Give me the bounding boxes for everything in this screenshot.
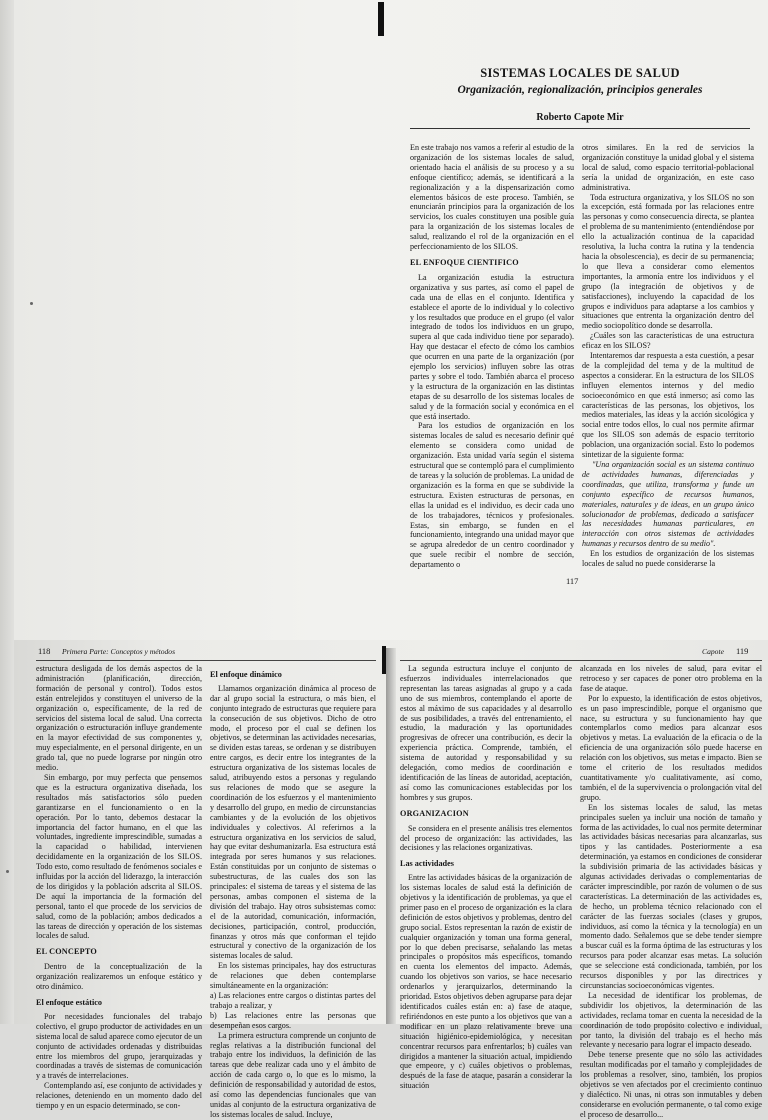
paragraph: Se considera en el presente análisis tres elementos del proceso de organización: las actividades, las decisiones y las relaciones organizativas. [400, 823, 572, 853]
section-heading: EL ENFOQUE CIENTIFICO [410, 257, 519, 267]
running-head-118: Primera Parte: Conceptos y métodos [62, 647, 176, 656]
section-heading: ORGANIZACION [400, 808, 469, 818]
scan-speck [30, 302, 33, 305]
paragraph: En los sistemas locales de salud, las metas principales suelen ya incluir una noción de tamaño y forma de las actividades, lo cual nos permite determinar las actividades básicas necesarias para alcanzarlas, sus tipos y las cantidades. Posteriormente a esa determinación, ya estamos en condiciones de considerar la subdivisión primaria de las actividades básicas y algunas actividades derivadas o complementarias de carácter imprescindible, por razón de volumen o de sus características. La determinación de las actividades es, de hecho, un problema técnico relacionado con el carácter de las fuerzas sociales (clases y grupos, individuos, así como la técnica y la tecnología) en un momento dado. Señalemos que se debe tender siempre a buscar cuál es la forma óptima de las estructuras y los recursos para poder alcanzar esas metas. La solución que se seleccione está condicionada, también, por los recursos disponibles y por las directrices y circunstancias socioeconómicas vigentes. [580, 802, 762, 990]
page-number-117: 117 [566, 576, 579, 586]
paragraph: Llamamos organización dinámica al proceso de dar al grupo social la estructura, o más bien, el conjunto integrado de estructuras que requiere para la consecución de sus objetivos. Dicho de otro modo, el proceso por el cual se definen los objetivos, se determinan las actividades necesarias, se dividen estas tareas, se ordenan y se distribuyen entre cargos, es decir entre los integrantes de la estructura organizativa de los sistemas locales de salud, atribuyendo estos a personas y regulando sus relaciones de modo que se asegure la coordinación de los esfuerzos y el mantenimiento y desarrollo del grupo, en medio de circunstancias cambiantes y de la evolución de los objetivos individuales y colectivos. Al referirnos a la estructura organizativa en los servicios de salud, hay que evitar deshumanizarla. Esa estructura está integrada por seres humanos y sus relaciones. Están constituidas por un conjunto de sistemas o subestructuras, de las cuales dos son las principales: el sistema de tareas y el sistema de las personas, ambas componen el sistema de la división del trabajo. Hay otros subsistemas como: el de la autoridad, comunicación, información, decisiones, participación, control, producción, finanzas y otros más que conforman el tejido estructural y conectivo de la organización de los sistemas locales de salud. [210, 683, 376, 961]
paragraph: La primera estructura comprende un conjunto de reglas relativas a la distribución funcional del trabajo entre los individuos, la definición de las tareas que debe realizar cada uno y el ámbito de acción de cada cargo o, lo que es lo mismo, la definición de responsabilidad y autoridad de estos, así como las dependencias funcionales que van unidas al conjunto de la estructura organizativa de los sistemas locales de salud. Incluye, [210, 1030, 376, 1119]
paragraph: Debe tenerse presente que no sólo las actividades resultan modificadas por el tamaño y complejidades de los problemas a resolver, sino, también, los propios objetivos se ven afectados por el crecimiento continuo y dialéctico. Ni unas, ni otras son inmutables y deben considerarse en evolución permanente, o tal como exige el proceso de desarrollo... [580, 1050, 762, 1119]
article-subtitle: Organización, regionalización, principios generales [457, 84, 703, 96]
page-117-right-column [582, 143, 754, 571]
article-title-block [410, 66, 750, 123]
running-rule-118 [36, 660, 376, 661]
subsection-heading: El enfoque estático [36, 998, 102, 1007]
paragraph: En los sistemas principales, hay dos estructuras de relaciones que deben contemplarse simultáneamente en la organización: [210, 961, 376, 991]
block-quote: "Una organización social es un sistema continuo de actividades humanas, diferenciadas y coordinadas, que utiliza, transforma y funde un conjunto específico de recursos humanos, materiales, naturales y de ideas, en un grupo único solucionador de problemas, dedicado a satisfacer las necesidades humanas particulares, en interacción con otros sistemas de actividades humanas y recursos dentro de su medio". [582, 460, 754, 549]
paragraph: b) Las relaciones entre las personas que desempeñan esos cargos. [210, 1010, 376, 1030]
paragraph: Toda estructura organizativa, y los SILOS no son la excepción, está formada por las relaciones entre las personas y como consecuencia directa, se plantea el problema de su mantenimiento (entendiéndose por ello la actualización continua de la capacidad resolutiva, la lucha contra la rutina y la tendencia hacia la obsolescencia), es decir de su permanencia; lo que lleva a considerar como elementos importantes, la armonía entre los individuos y el grupo (la integración de objetivos y de satisfacciones), incluyendo la capacidad de los grupos e individuos para adaptarse a los cambios y situaciones que entrenta la organización dentro del medio sociopolítico donde se desarrolla. [582, 192, 754, 331]
page-119-right-column [580, 664, 762, 1119]
article-author: Roberto Capote Mir [536, 112, 624, 123]
paragraph: En los estudios de organización de los sistemas locales de salud no puede considerarse la [582, 549, 754, 569]
page-118-left-column [36, 664, 202, 1111]
paragraph: La segunda estructura incluye el conjunto de esfuerzos individuales interrelacionados que representan las tareas asignadas al grupo y a cada uno de sus miembros, contemplando el aporte de estos al máximo de sus capacidades y al desarrollo de sus posibilidades, a través del entrenamiento, el estudio, la maduración y las oportunidades progresivas de ofrecer una contribución, es decir la experiencia práctica. Comprende, también, el sistema de autoridad y responsabilidad y su delegación, como medios de coordinación e identificación de las líneas de autoridad, aceptación, así como las comunicaciones establecidas por los hombres y sus grupos. [400, 664, 572, 802]
subsection-heading: El enfoque dinámico [210, 670, 282, 679]
title-rule [410, 128, 750, 129]
paragraph: La necesidad de identificar los problemas, de subdividir los objetivos, la determinación de las actividades, reclama tomar en cuenta la necesidad de la coordinación de todo propósito colectivo e individual, por tanto, la división del trabajo es el hecho más relevante y necesario para lograr el impacto deseado. [580, 990, 762, 1050]
page-118-right-column [210, 664, 376, 1119]
section-heading: EL CONCEPTO [36, 947, 97, 957]
paragraph: a) Las relaciones entre cargos o distintas partes del trabajo a realizar, y [210, 991, 376, 1010]
running-rule-119 [400, 660, 762, 661]
paragraph: Por lo expuesto, la identificación de estos objetivos, es un paso imprescindible, porque el organismo que nace, su estructura y su funcionamiento hay que contemplarlos como medios para alcanzar esos objetivos y metas. La evaluación de la eficacia o de la eficiencia de una organización sólo puede hacerse en relación con los objetivos, sus metas e impacto. Bien se tome el criterio de los resultados medidos cuantitativamente y/o cualitativamente, así como, también, el de la supervivencia o prolongación vital del grupo. [580, 693, 762, 802]
article-title: SISTEMAS LOCALES DE SALUD [480, 66, 680, 80]
paragraph: Intentaremos dar respuesta a esta cuestión, a pesar de la complejidad del tema y de la multitud de aspectos a considerar. En la estructura de los SILOS influyen elementos internos y del medio socioeconómico en que está inmerso; así como las características de las personas, los objetivos, los medios materiales, las ideas y la acción sicológica y social entre todos ellos, lo cual nos permite afirmar que los SILOS son además de espacio territorio poblacion, una organización social. Esto lo podemos sintetizar de la siguiente forma: [582, 351, 754, 460]
paragraph: La organización estudia la estructura organizativa y sus partes, así como el papel de cada una de ellas en el conjunto. Identifica y establece el aporte de lo individual y lo colectivo y los resultados que produce en el grupo (el valor integrado de todos los individuos en un grupo, supera al que cada individuo tiene por separado). Hay que destacar el efecto de cómo los cambios que ocurren en una parte de la organización (por ejemplo los servicios) influyen sobre las otras partes y sobre el todo. También abarca el proceso y la estructura de la organización en las distintas etapas de su desarrollo de los sistemas locales de salud y de la formación social y económica en el que está insertado. [410, 272, 574, 421]
paragraph: Contemplando así, ese conjunto de actividades y relaciones, deteniendo en un momento dado del tiempo y en un espacio determinado, se con- [36, 1081, 202, 1111]
paragraph: estructura desligada de los demás aspectos de la administración (planificación, dirección, formación de personal y control). Todos estos están entrelejidos y constituyen el universo de la organización o, específicamente, de la red de servicios del sistema local de salud. Una correcta organización o estructuración influye grandemente en la mayor efectividad de sus componentes y, muy especialmente, en el personal dirigente, en un grado tal, que no puede lograrse por ningún otro medio. [36, 664, 202, 773]
paragraph: Por necesidades funcionales del trabajo colectivo, el grupo productor de actividades en un sistema local de salud aparece como ejecutor de un conjunto de actividades ordenadas y distribuidas entre los miembros del grupo, jerarquizadas y coordinadas a través de sistemas de comunicación y a través de interrelaciones. [36, 1011, 202, 1081]
gutter-mark-top [378, 2, 384, 36]
running-head-119: Capote [702, 647, 724, 656]
paragraph: Para los estudios de organización en los sistemas locales de salud es necesario definir qué elemento se considera como unidad de organización. Esta unidad varía según el sistema estructural que se contempló para el cumplimiento de tareas y la solución de problemas. La unidad de organización es la forma en que se subdivide la estructura. Existen estructuras de personas, en ellas la unidad es el individuo, es decir cada uno de los trabajadores, técnicos y profesionales. Estas, sin embargo, se funden en el funcionamiento, integrando una unidad mayor que se agrupa alrededor de un centro coordinador y que suele recibir el nombre de sección, departamento o [410, 421, 574, 570]
paragraph: otros similares. En la red de servicios la organización constituye la unidad global y el sistema local de salud, como espacio territorial-poblacional sería la unidad de organización, en este caso administrativa. [582, 143, 754, 192]
gutter-mark-bottom [382, 646, 386, 674]
paragraph: Entre las actividades básicas de la organización de los sistemas locales de salud está la definición de objetivos y la identificación de problemas, ya que el primer paso en el proceso de organización es la clara definición de estos objetivos y problemas, dentro del grupo social. Estos representan la razón de existir de cualquier organización y toman una forma general, por lo que deben precisarse, señalando las metas principales o propósitos más específicos, tomando en cuenta los elementos del impacto. Además, cuando los objetivos son varios, se hace necesario ordenarlos y jerarquizarlos, determinando la prioridad. Estos objetivos deben agruparse para dejar identificados cuáles están en: a) fase de ataque, refiriéndonos en este punto a los objetivos que van a modificar en un plazo relativamente breve una situación higiénico-epidemiológica, y necesitan concentrar recursos para enfrentarlos; b) cuáles van dirigidos a mantener la situación actual, impidiendo que empeore, y c) cuáles objetivos o problemas, después de la fase de ataque, pasarán a considerar la situación [400, 873, 572, 1091]
page-number-119: 119 [736, 646, 749, 656]
paragraph: Dentro de la conceptualización de la organización realizaremos un enfoque estático y otro dinámico. [36, 962, 202, 992]
scan-speck [6, 870, 9, 873]
subsection-heading: Las actividades [400, 859, 454, 869]
paragraph: En este trabajo nos vamos a referir al estudio de la organización de los sistemas locales de salud, orientado hacia el análisis de su proceso y a su enfoque científico; además, se identificará a la regionalización y a la dispensarización como elementos básicos de este proceso. También, se enunciarán principios para la organización de los servicios, los cuales constituyen una posible guía para la organización de los sistemas locales de salud, realizando el rol de la organización en el perfeccionamiento de los SILOS. [410, 143, 574, 252]
page-119-left-column [400, 664, 572, 1091]
book-spine-shadow [386, 648, 396, 1024]
paragraph: alcanzada en los niveles de salud, para evitar el retroceso y ser capaces de poner otro problema en la fase de ataque. [580, 664, 762, 693]
page-117-left-column [410, 143, 574, 570]
page-number-118: 118 [38, 646, 51, 656]
paragraph: ¿Cuáles son las características de una estructura eficaz en los SILOS? [582, 331, 754, 351]
paragraph: Sin embargo, por muy perfecta que pensemos que es la estructura organizativa diseñada, los resultados más satisfactorios sólo pueden garantizarse en el funcionamiento o en la operación. Por lo tanto, debemos destacar la importancia del factor humano, en el que las voluntades, ingrediente imprescindible, sumadas a la capacidad o habilidad, intervienen decididamente en la organización de los SILOS. Todo esto, como resultado de fenómenos sociales e influidas por la acción del liderazgo, la interacción de los dirigidos y la población adscrita al SILOS. De aquí la importancia de la formación del personal, tanto el que procede de los servicios de salud, como de la población; ambos dedicados a las tareas de dirección y operación de los sistemas locales de salud. [36, 772, 202, 941]
